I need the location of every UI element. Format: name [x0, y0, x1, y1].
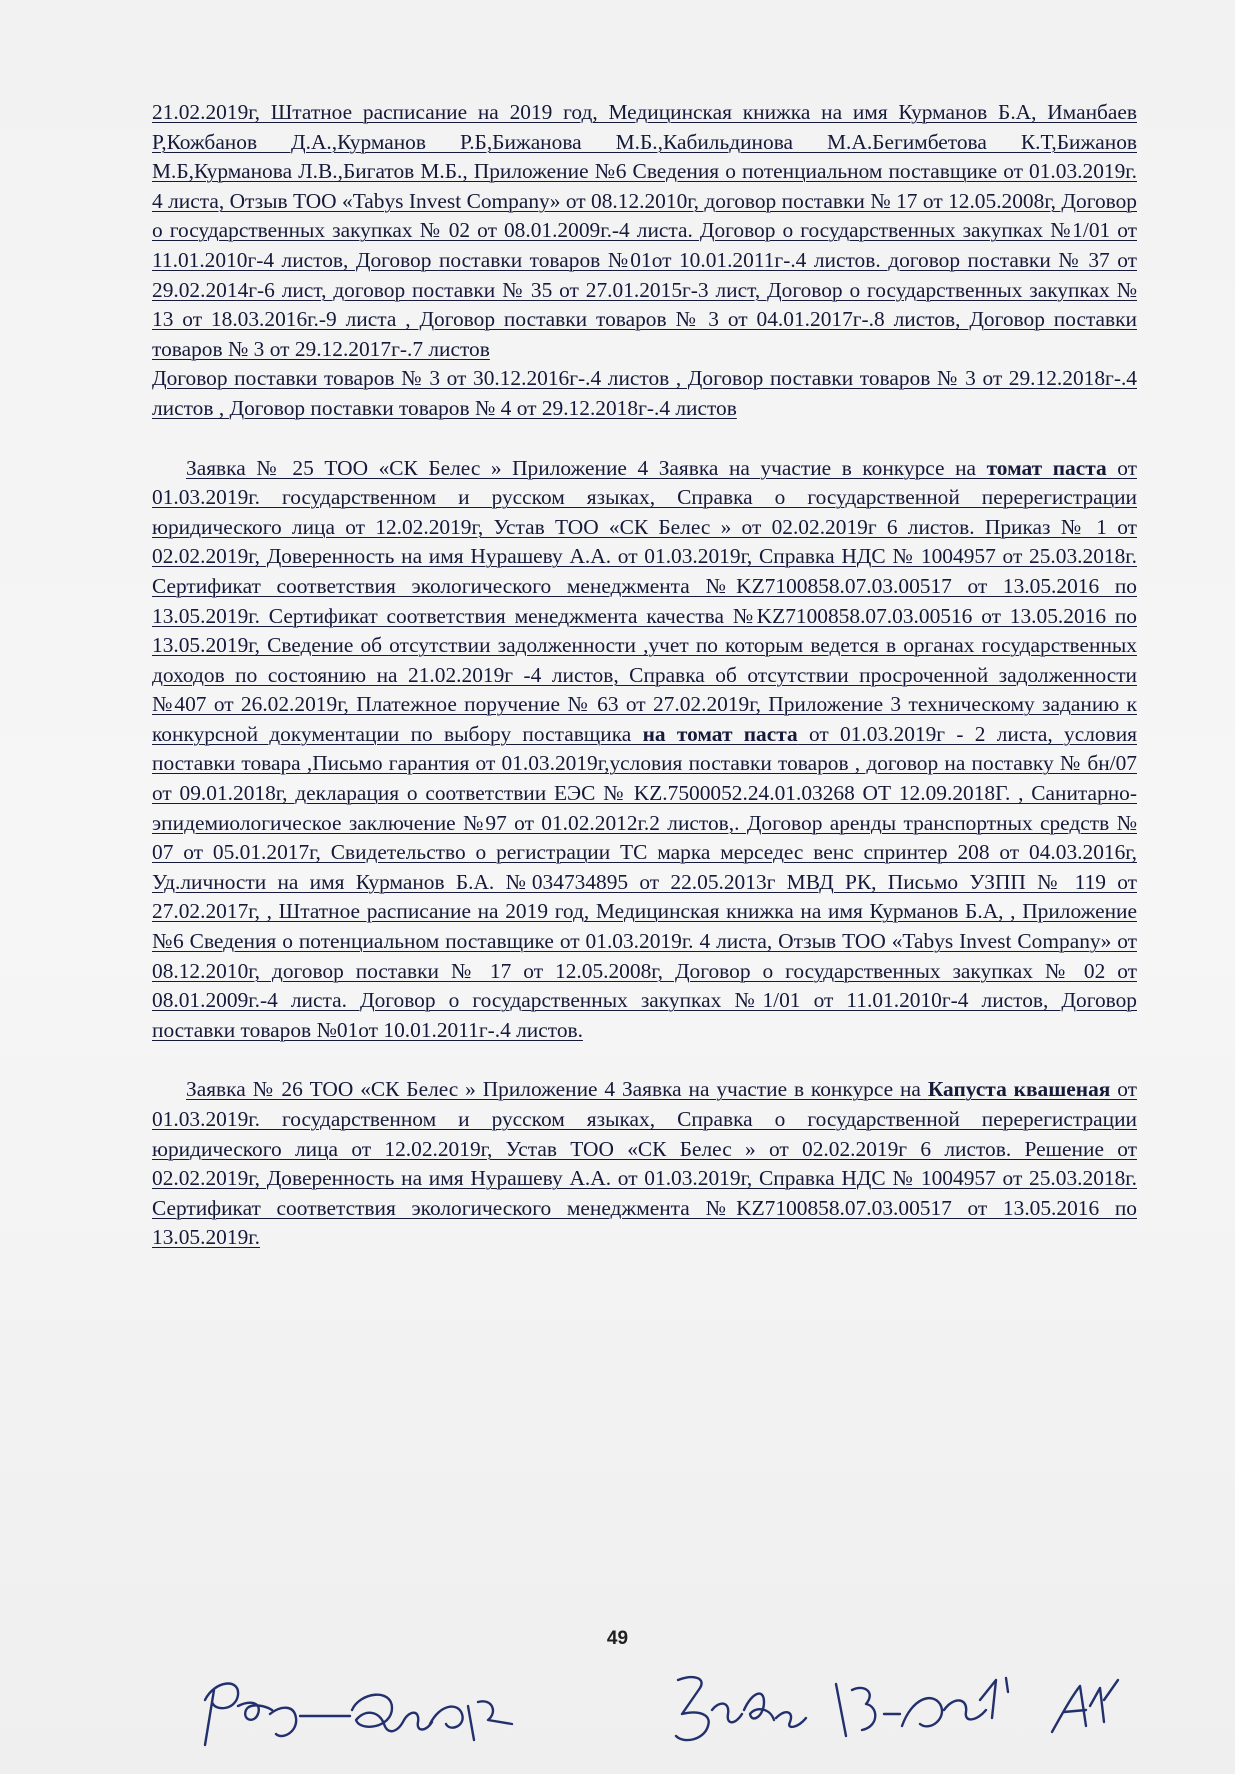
text-segment: Заявка № 25 ТОО «СК Белес » Приложение 4 Заявка на участие в конкурсе на: [186, 455, 987, 480]
text-segment: от 01.03.2019г. государственном и русском языках, Справка о государственной перерегистрации юридического лица от 12.02.2019г, Устав ТОО «СК Белес » от 02.02.2019г 6 листов. Решение от 02.02.2019г, Доверенность на имя Нурашеву А.А. от 01.03.2019г, Справка НДС № 1004957 от 25.03.2018г. Сертификат соответствия экологического менеджмента №KZ7100858.07.03.00517 от 13.05.2016 по 13.05.2019г.: [152, 1077, 1138, 1250]
signature-4: [1052, 1680, 1118, 1732]
text-segment: 21.02.2019г, Штатное расписание на 2019 год, Медицинская книжка на имя Курманов Б.А, Иманбаев Р,Кожбанов Д.А.,Курманов Р.Б,Бижанова М.Б.,Кабильдинова М.А.Бегимбетова К.Т,Бижанов М.Б,Курманова Л.В.,Бигатов М.Б., Приложение №6 Сведения о потенциальном поставщике от 01.03.2019г. 4 листа, Отзыв ТОО «Tabys Invest Company» от 08.12.2010г, договор поставки № 17 от 12.05.2008г, Договор о государственных закупках № 02 от 08.01.2009г.-4 листа. Договор о государственных закупках №1/01 от 11.01.2010г-4 листов, Договор поставки товаров №01от 10.01.2011г-.4 листов. договор поставки № 37 от 29.02.2014г-6 лист, договор поставки № 35 от 27.01.2015г-3 лист, Договор о государственных закупках № 13 от 18.03.2016г.-9 листа , Договор поставки товаров № 3 от 04.01.2017г-.8 листов, Договор поставки товаров № 3 от 29.12.2017г-.7 листов: [152, 100, 1137, 361]
page-number: 49: [606, 1628, 629, 1649]
text-segment: Заявка № 26 ТОО «СК Белес » Приложение 4 Заявка на участие в конкурсе на: [186, 1077, 928, 1102]
text-segment: от 01.03.2019г. государственном и русском языках, Справка о государственной перерегистрации юридического лица от 12.02.2019г, Устав ТОО «СК Белес » от 02.02.2019г 6 листов. Приказ № 1 от 02.02.2019г, Доверенность на имя Нурашеву А.А. от 01.03.2019г, Справка НДС № 1004957 от 25.03.2018г. Сертификат соответствия экологического менеджмента №KZ7100858.07.03.00517 от 13.05.2016 по 13.05.2019г. Сертификат соответствия менеджмента качества №KZ7100858.07.03.00516 от 13.05.2016 по 13.05.2019г, Сведение об отсутствии задолженности ,учет по которым ведется в органах государственных доходов по состоянию на 21.02.2019г -4 листов, Справка об отсутствии просроченной задолженности №407 от 26.02.2019г, Платежное поручение № 63 от 27.02.2019г, Приложение 3 техническому заданию к конкурсной документации по выбору поставщика: [152, 455, 1137, 746]
bold-product-name: Капуста квашеная: [927, 1077, 1111, 1102]
paragraph-continued: [152, 98, 1137, 364]
paragraph-application-25: [152, 454, 1137, 1046]
paragraph-gap: [152, 1045, 1137, 1075]
paragraph-gap: [152, 424, 1137, 454]
paragraph-continued-2: [152, 364, 1137, 423]
signature-2: [676, 1677, 806, 1740]
signatures: [0, 1640, 1235, 1760]
signature-1: [205, 1684, 512, 1745]
paragraph-application-26: [152, 1075, 1137, 1253]
bold-product-name: на томат паста: [642, 721, 798, 746]
text-segment: от 01.03.2019г - 2 листа, условия поставки товара ,Письмо гарантия от 01.03.2019г,условия поставки товаров , договор на поставку № бн/07 от 09.01.2018г, декларация о соответствии ЕЭС № KZ.7500052.24.01.03268 ОТ 12.09.2018Г. , Санитарно-эпидемиологическое заключение №97 от 01.02.2012г.2 листов,. Договор аренды транспортных средств № 07 от 05.01.2017г, Свидетельство о регистрации ТС марка мерседес венс спринтер 208 от 04.03.2016г, Уд.личности на имя Курманов Б.А. №034734895 от 22.05.2013г МВД РК, Письмо УЗПП № 119 от 27.02.2017г, , Штатное расписание на 2019 год, Медицинская книжка на имя Курманов Б.А, , Приложение №6 Сведения о потенциальном поставщике от 01.03.2019г. 4 листа, Отзыв ТОО «Tabys Invest Company» от 08.12.2010г, договор поставки № 17 от 12.05.2008г, Договор о государственных закупках № 02 от 08.01.2009г.-4 листа. Договор о государственных закупках №1/01 от 11.01.2010г-4 листов, Договор поставки товаров №01от 10.01.2011г-.4 листов.: [152, 721, 1137, 1042]
text-segment: Договор поставки товаров № 3 от 30.12.2016г-.4 листов , Договор поставки товаров № 3 от 29.12.2018г-.4 листов , Договор поставки товаров № 4 от 29.12.2018г-.4 листов: [152, 366, 1137, 420]
document-body: [152, 98, 1137, 1253]
signature-3: [836, 1678, 1008, 1736]
bold-product-name: томат паста: [986, 455, 1107, 480]
